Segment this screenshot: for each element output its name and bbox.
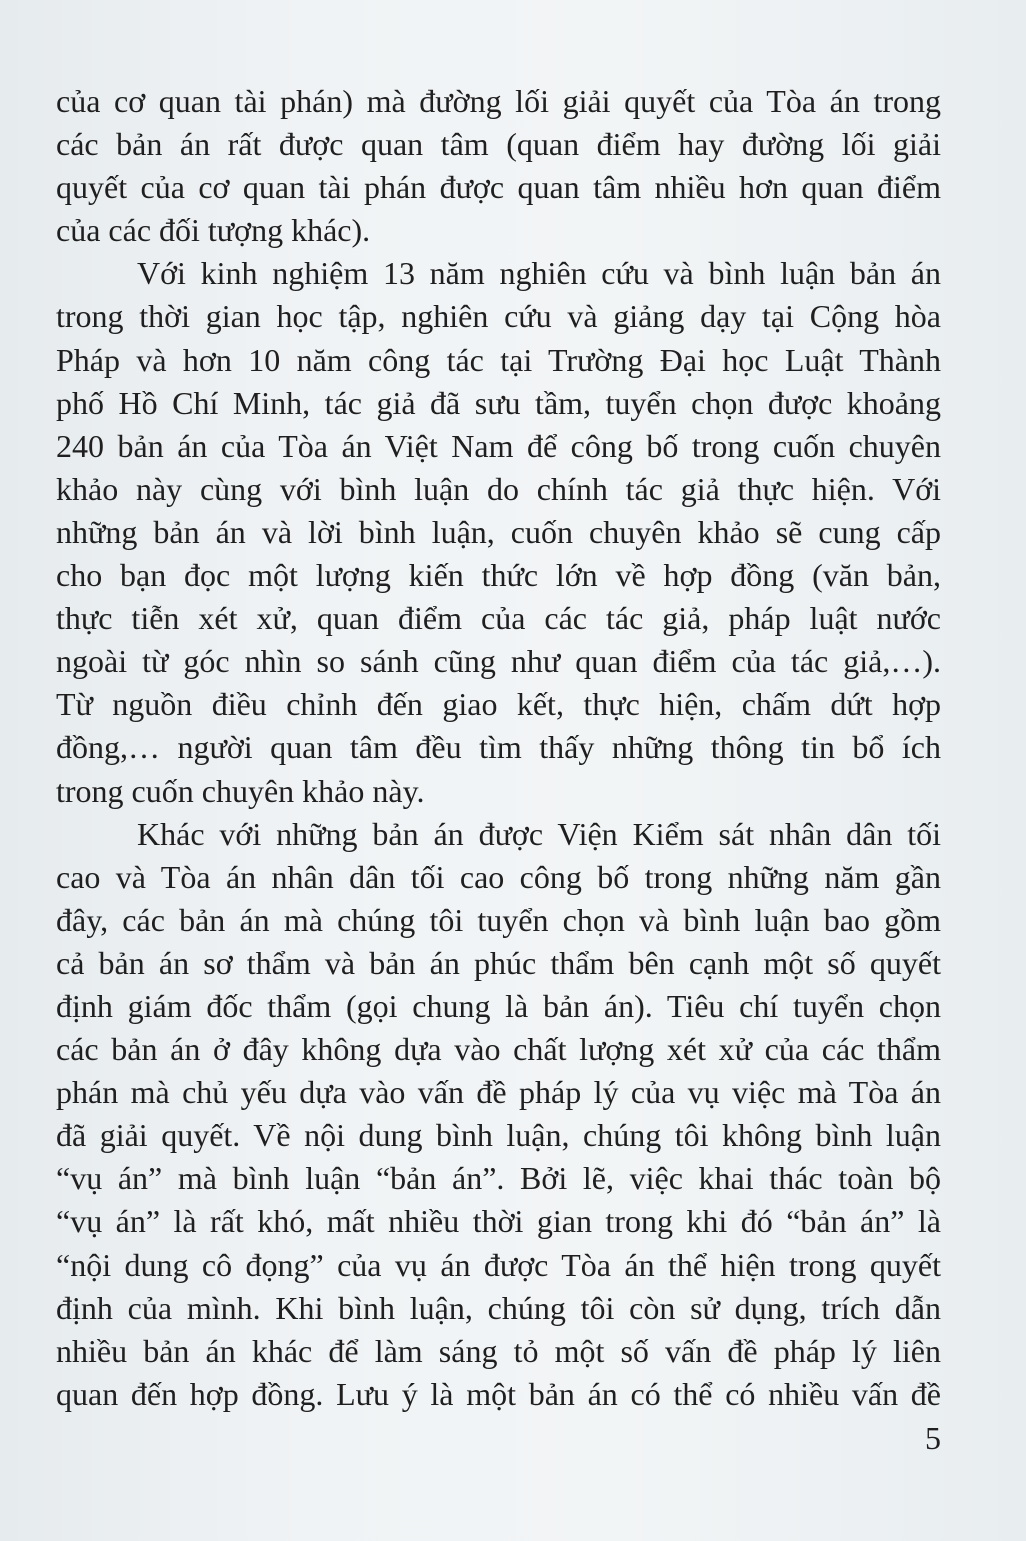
text-line: quyết của cơ quan tài phán được quan tâm nhiều hơn quan điểm — [56, 169, 941, 206]
text-line: của cơ quan tài phán) mà đường lối giải quyết của Tòa án trong — [56, 83, 941, 119]
text-line: ngoài từ góc nhìn so sánh cũng như quan điểm của tác giả,…). — [56, 643, 941, 680]
text-line: “vụ án” là rất khó, mất nhiều thời gian trong khi đó “bản án” là — [56, 1203, 941, 1240]
text-line: Pháp và hơn 10 năm công tác tại Trường Đại học Luật Thành — [56, 341, 941, 378]
text-line: định của mình. Khi bình luận, chúng tôi còn sử dụng, trích dẫn — [56, 1289, 941, 1326]
text-line: “vụ án” mà bình luận “bản án”. Bởi lẽ, việc khai thác toàn bộ — [56, 1160, 941, 1197]
text-line: quan đến hợp đồng. Lưu ý là một bản án có thể có nhiều vấn đề — [56, 1375, 941, 1412]
text-line: của các đối tượng khác). — [56, 212, 371, 249]
text-line: các bản án ở đây không dựa vào chất lượng xét xử của các thẩm — [56, 1031, 941, 1068]
text-line: phán mà chủ yếu dựa vào vấn đề pháp lý của vụ việc mà Tòa án — [56, 1074, 941, 1111]
text-line: trong thời gian học tập, nghiên cứu và giảng dạy tại Cộng hòa — [56, 298, 941, 335]
page-number: 5 — [925, 1420, 941, 1456]
text-line: nhiều bản án khác để làm sáng tỏ một số vấn đề pháp lý liên — [56, 1332, 941, 1369]
text-line: Khác với những bản án được Viện Kiểm sát nhân dân tối — [137, 815, 941, 852]
body-text — [56, 80, 941, 1416]
text-line: đây, các bản án mà chúng tôi tuyển chọn và bình luận bao gồm — [56, 901, 941, 938]
text-line: cao và Tòa án nhân dân tối cao công bố trong những năm gần — [56, 858, 941, 895]
text-line: phố Hồ Chí Minh, tác giả đã sưu tầm, tuyển chọn được khoảng — [56, 384, 941, 421]
text-line: trong cuốn chuyên khảo này. — [56, 772, 425, 809]
text-line: đã giải quyết. Về nội dung bình luận, chúng tôi không bình luận — [56, 1117, 941, 1154]
text-line: định giám đốc thẩm (gọi chung là bản án). Tiêu chí tuyển chọn — [56, 987, 941, 1024]
text-line: Từ nguồn điều chỉnh đến giao kết, thực hiện, chấm dứt hợp — [56, 686, 941, 723]
text-line: những bản án và lời bình luận, cuốn chuyên khảo sẽ cung cấp — [56, 513, 941, 550]
text-line: “nội dung cô đọng” của vụ án được Tòa án thể hiện trong quyết — [56, 1246, 941, 1283]
text-line: cho bạn đọc một lượng kiến thức lớn về hợp đồng (văn bản, — [56, 557, 941, 594]
text-line: 240 bản án của Tòa án Việt Nam để công bố trong cuốn chuyên — [56, 427, 941, 464]
text-line: đồng,… người quan tâm đều tìm thấy những thông tin bổ ích — [56, 729, 941, 766]
text-line: Với kinh nghiệm 13 năm nghiên cứu và bình luận bản án — [137, 255, 941, 292]
text-line: cả bản án sơ thẩm và bản án phúc thẩm bên cạnh một số quyết — [56, 944, 941, 981]
text-line: thực tiễn xét xử, quan điểm của các tác giả, pháp luật nước — [56, 600, 941, 637]
text-line: khảo này cùng với bình luận do chính tác giả thực hiện. Với — [56, 470, 941, 507]
text-line: các bản án rất được quan tâm (quan điểm hay đường lối giải — [56, 126, 941, 163]
